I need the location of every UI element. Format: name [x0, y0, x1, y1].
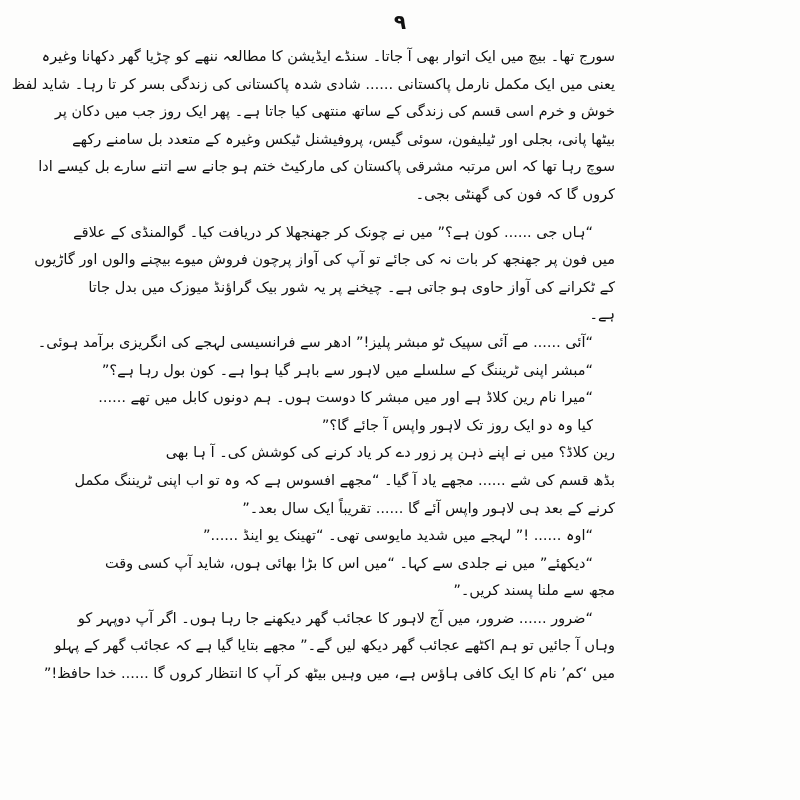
text-line: کیا وہ دو ایک روز تک لاہور واپس آ جائے گا؟” [321, 417, 593, 434]
text-line: خوش و خرم اسی قسم کی زندگی کے ساتھ منتھی کیا جاتا ہے۔ پھر ایک روز جب میں دکان پر [54, 104, 615, 121]
text-line: مجھ سے ملنا پسند کریں۔” [453, 583, 615, 600]
text-line: وہاں آ جائیں تو ہم اکٹھے عجائب گھر دیکھ لیں گے۔” مجھے بتایا گیا ہے کہ عجائب گھر کے پہلو [54, 638, 615, 655]
text-line: میں فون پر جھنجھ کر بات نہ کی جائے تو آپ کی آواز پرچون فروش میوے بیچنے والوں اور گاڑیوں [34, 252, 615, 269]
text-line: ہے۔ [589, 307, 615, 324]
urdu-text-block [11, 44, 615, 689]
paragraph-gap [190, 210, 615, 220]
text-line: “دیکھئے” میں نے جلدی سے کہا۔ “میں اس کا بڑا بھائی ہوں، شاید آپ کسی وقت [105, 555, 593, 572]
text-line: رین کلاڈ؟ میں نے اپنے ذہن پر زور دے کر یاد کرنے کی کوشش کی۔ آ ہا بھی [165, 445, 615, 462]
text-line: “آئی ...... مے آئی سپیک ٹو مبشر پلیز!” ادھر سے فرانسیسی لہجے کی انگریزی برآمد ہوئی۔ [37, 334, 593, 351]
text-line: “مبشر اپنی ٹریننگ کے سلسلے میں لاہور سے باہر گیا ہوا ہے۔ کون بول رہا ہے؟” [101, 362, 593, 379]
text-line: کروں گا کہ فون کی گھنٹی بجی۔ [415, 186, 615, 203]
text-line: سوچ رہا تھا کہ اس مرتبہ مشرقی پاکستان کی مارکیٹ ختم ہو جانے سے اتنے سارے بل کیسے ادا [38, 159, 615, 176]
text-line: “اوہ ...... !” لہجے میں شدید مایوسی تھی۔ “تھینک یو اینڈ ......” [202, 528, 593, 545]
text-line: کرنے کے بعد ہی لاہور واپس آئے گا ...... تقریباً ایک سال بعد۔” [242, 500, 615, 517]
text-line: میں ‘کم’ نام کا ایک کافی ہاؤس ہے، میں وہیں بیٹھ کر آپ کا انتظار کروں گا ...... خدا حافظ!” [43, 666, 615, 683]
text-line: بڈھ قسم کی شے ...... مجھے یاد آ گیا۔ “مجھے افسوس ہے کہ وہ تو اب اپنی ٹریننگ مکمل [74, 472, 615, 489]
page-number: ۹ [393, 10, 407, 34]
text-line: “ہاں جی ...... کون ہے؟” میں نے چونک کر جھنجھلا کر دریافت کیا۔ گوالمنڈی کے علاقے [73, 224, 593, 241]
text-line: سورج تھا۔ بیچ میں ایک اتوار بھی آ جاتا۔ سنڈے ایڈیشن کا مطالعہ ننھے کو چڑیا گھر دکھانا وغیرہ [41, 49, 615, 65]
text-line: “میرا نام رین کلاڈ ہے اور میں مبشر کا دوست ہوں۔ ہم دونوں کابل میں تھے ...... [98, 390, 593, 407]
text-line: کے ٹکرانے کی آواز حاوی ہو جاتی ہے۔ چیخنے پر یہ شور بیک گراؤنڈ میوزک میں بدل جاتا [88, 279, 615, 296]
text-line: بیٹھا پانی، بجلی اور ٹیلیفون، سوئی گیس، پروفیشنل ٹیکس وغیرہ کے متعدد بل سامنے رکھے [72, 131, 615, 148]
text-line: یعنی میں ایک مکمل نارمل پاکستانی ...... شادی شدہ پاکستانی کی زندگی بسر کر تا رہا۔ شاید لفظ [11, 76, 615, 93]
text-line: “ضرور ...... ضرور، میں آج لاہور کا عجائب گھر دیکھنے جا رہا ہوں۔ اگر آپ دوپہر کو [77, 610, 593, 627]
